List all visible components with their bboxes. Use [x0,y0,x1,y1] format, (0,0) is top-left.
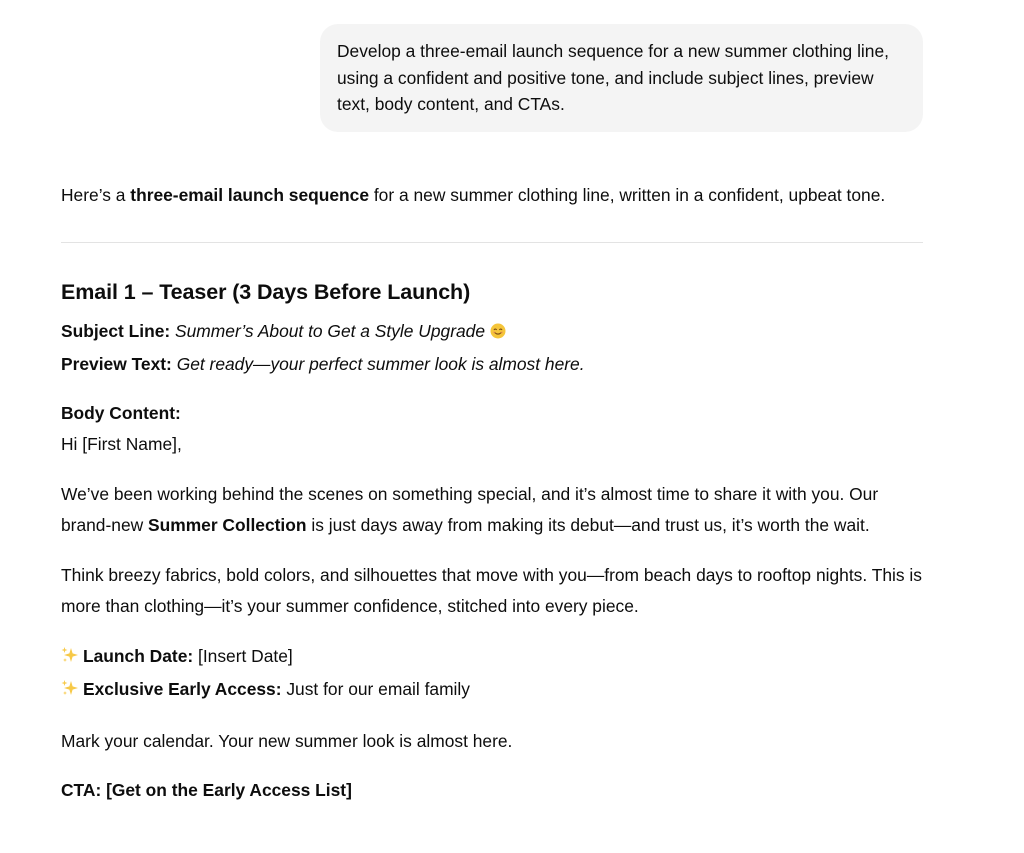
closing-line: Mark your calendar. Your new summer look is almost here. [61,731,513,751]
intro-text-start: Here’s a [61,185,131,205]
email1-meta [61,316,923,380]
p1-bold-text: Summer Collection [148,515,307,535]
highlight-item-launch-date [61,641,923,674]
highlight-list [61,641,923,707]
intro-bold-text: three-email launch sequence [130,185,370,205]
body-content-block [61,398,923,460]
subject-label: Subject Line: [61,321,171,341]
smiling-face-emoji-icon [490,318,506,349]
email1-heading: Email 1 – Teaser (3 Days Before Launch) [61,280,471,304]
section-divider [61,242,923,243]
p1-text-start: We’ve been working behind the scenes on something special, and it’s almost time to share it with you. Our brand-new [61,484,879,535]
user-message-text: Develop a three-email launch sequence for a new summer clothing line, using a confident and positive tone, and include subject lines, preview text, body content, and CTAs. [337,41,889,114]
cta-block [61,775,923,806]
launch-date-label: Launch Date: [83,646,194,666]
sparkles-icon [61,643,80,674]
assistant-response [61,180,923,806]
subject-line-row [61,316,923,349]
preview-label: Preview Text: [61,354,172,374]
early-access-label: Exclusive Early Access: [83,679,282,699]
highlight-item-early-access [61,674,923,707]
greeting: Hi [First Name], [61,434,182,454]
preview-text: Get ready—your perfect summer look is almost here. [176,354,585,374]
cta-row [61,775,923,806]
body-label: Body Content: [61,403,181,423]
closing-line-block [61,726,923,757]
launch-date-value: [Insert Date] [198,646,293,666]
paragraph-2-text: Think breezy fabrics, bold colors, and silhouettes that move with you—from beach days to rooftop nights. This is more than clothing—it’s your summer confidence, stitched into every piece. [61,565,922,616]
user-message-bubble [320,24,923,132]
subject-text: Summer’s About to Get a Style Upgrade [175,321,485,341]
preview-text-row [61,349,923,380]
response-intro [61,180,923,211]
cta-text: CTA: [Get on the Early Access List] [61,780,352,800]
sparkles-icon [61,676,80,707]
paragraph-1-text [61,479,923,541]
body-paragraph-2 [61,560,923,622]
p1-text-end: is just days away from making its debut—and trust us, it’s worth the wait. [306,515,870,535]
body-label-row [61,398,923,429]
early-access-value: Just for our email family [286,679,470,699]
body-paragraph-1 [61,479,923,541]
intro-text-end: for a new summer clothing line, written in a confident, upbeat tone. [369,185,886,205]
